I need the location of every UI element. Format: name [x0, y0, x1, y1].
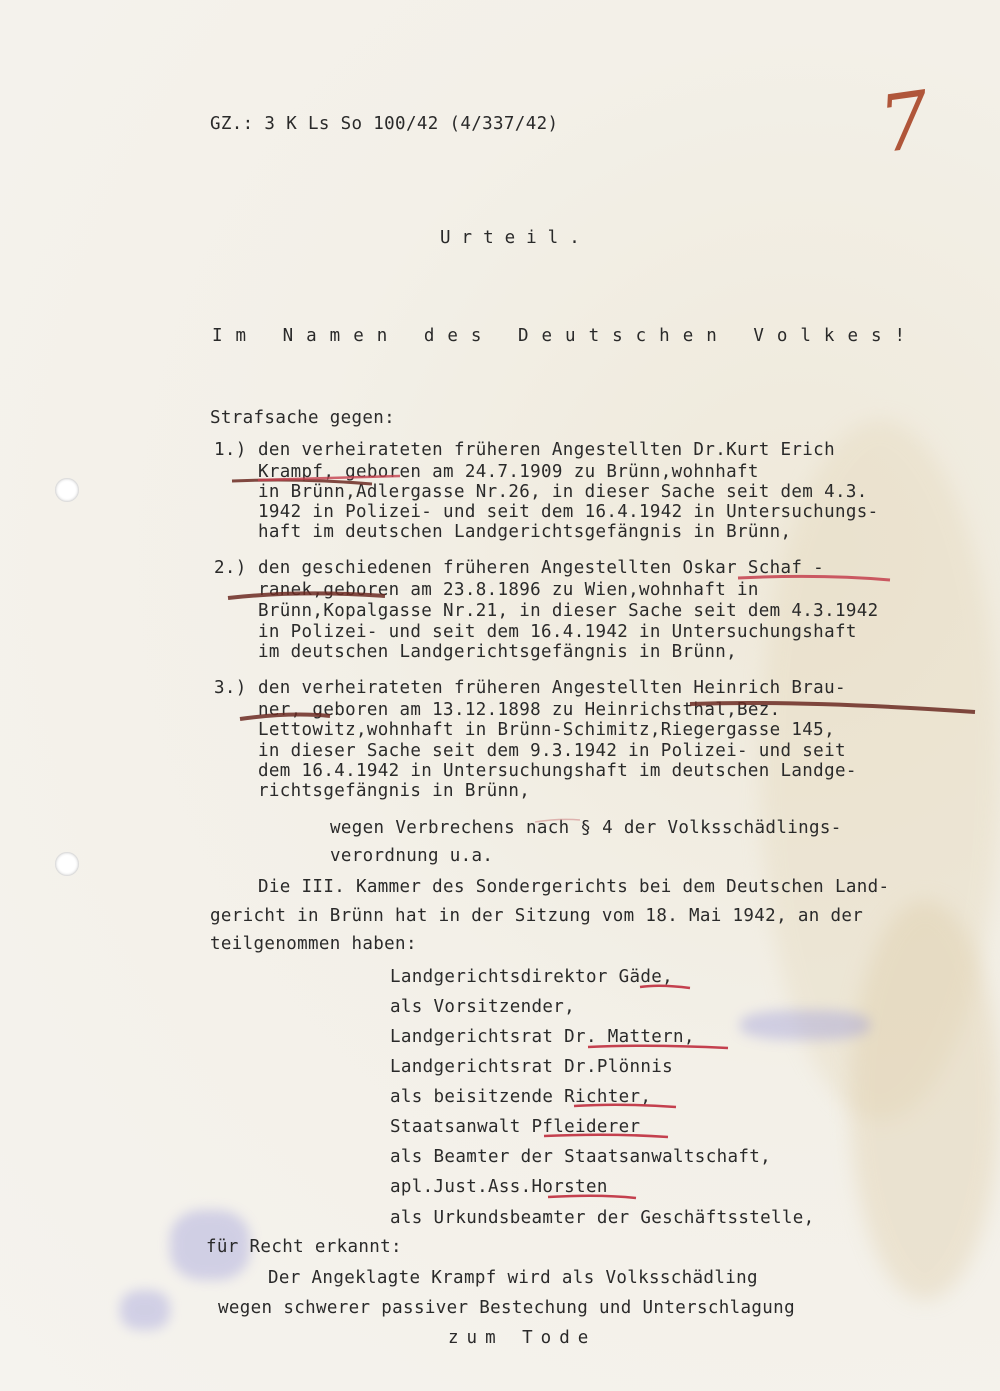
- file-reference: GZ.: 3 K Ls So 100/42 (4/337/42): [210, 114, 559, 134]
- defendant-2-line: den geschiedenen früheren Angestellten Oskar Schaf -: [258, 558, 825, 578]
- defendant-2-line: Brünn,Kopalgasse Nr.21, in dieser Sache seit dem 4.3.1942: [258, 601, 879, 621]
- verdict-line: zum Tode: [448, 1328, 597, 1348]
- document-title: Urteil.: [440, 228, 591, 248]
- defendant-3-number: 3.): [214, 678, 247, 698]
- participant-line: als Vorsitzender,: [390, 997, 576, 1017]
- defendant-1-line: Krampf, geboren am 24.7.1909 zu Brünn,wohnhaft: [258, 462, 759, 482]
- defendant-3-line: ner, geboren am 13.12.1898 zu Heinrichsthal,Bez.: [258, 700, 781, 720]
- defendant-1-number: 1.): [214, 440, 247, 460]
- defendant-2-number: 2.): [214, 558, 247, 578]
- verdict-line: wegen schwerer passiver Bestechung und Unterschlagung: [218, 1298, 795, 1318]
- defendant-3-line: richtsgefängnis in Brünn,: [258, 781, 531, 801]
- court-line: Die III. Kammer des Sondergerichts bei dem Deutschen Land-: [258, 877, 890, 897]
- defendant-2-line: in Polizei- und seit dem 16.4.1942 in Untersuchungshaft: [258, 622, 857, 642]
- participant-line: apl.Just.Ass.Horsten: [390, 1177, 608, 1197]
- document-subtitle: Im Namen des Deutschen Volkes!: [212, 326, 919, 346]
- participant-line: als beisitzende Richter,: [390, 1087, 652, 1107]
- page-mark: 7: [873, 74, 937, 172]
- defendant-3-line: den verheirateten früheren Angestellten Heinrich Brau-: [258, 678, 846, 698]
- defendant-1-line: den verheirateten früheren Angestellten Dr.Kurt Erich: [258, 440, 835, 460]
- charge-line: verordnung u.a.: [330, 846, 494, 866]
- defendant-3-line: Lettowitz,wohnhaft in Brünn-Schimitz,Riegergasse 145,: [258, 720, 835, 740]
- court-line: teilgenommen haben:: [210, 934, 417, 954]
- defendant-3-line: dem 16.4.1942 in Untersuchungshaft im deutschen Landge-: [258, 761, 857, 781]
- defendant-1-line: haft im deutschen Landgerichtsgefängnis in Brünn,: [258, 522, 792, 542]
- participant-line: Staatsanwalt Pfleiderer: [390, 1117, 641, 1137]
- verdict-line: Der Angeklagte Krampf wird als Volksschädling: [268, 1268, 758, 1288]
- participant-line: Landgerichtsrat Dr. Mattern,: [390, 1027, 695, 1047]
- court-line: gericht in Brünn hat in der Sitzung vom 18. Mai 1942, an der: [210, 906, 864, 926]
- participant-line: als Beamter der Staatsanwaltschaft,: [390, 1147, 772, 1167]
- charge-line: wegen Verbrechens nach § 4 der Volksschädlings-: [330, 818, 842, 838]
- verdict-intro: für Recht erkannt:: [206, 1237, 402, 1257]
- defendant-1-line: 1942 in Polizei- und seit dem 16.4.1942 in Untersuchungs-: [258, 502, 879, 522]
- case-intro: Strafsache gegen:: [210, 408, 396, 428]
- defendant-2-line: im deutschen Landgerichtsgefängnis in Brünn,: [258, 642, 737, 662]
- participant-line: als Urkundsbeamter der Geschäftsstelle,: [390, 1208, 815, 1228]
- participant-line: Landgerichtsrat Dr.Plönnis: [390, 1057, 674, 1077]
- defendant-2-line: ranek,geboren am 23.8.1896 zu Wien,wohnhaft in: [258, 580, 759, 600]
- defendant-3-line: in dieser Sache seit dem 9.3.1942 in Polizei- und seit: [258, 741, 846, 761]
- defendant-1-line: in Brünn,Adlergasse Nr.26, in dieser Sache seit dem 4.3.: [258, 482, 868, 502]
- participant-line: Landgerichtsdirektor Gäde,: [390, 967, 674, 987]
